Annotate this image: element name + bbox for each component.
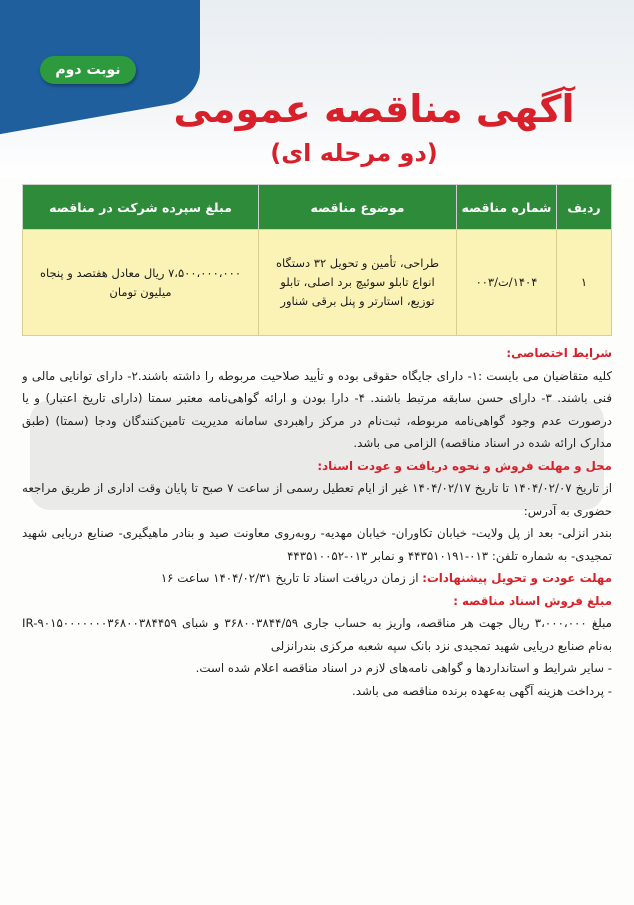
header-number: شماره مناقصه	[457, 185, 557, 230]
sale-place-dates: از تاریخ ۱۴۰۴/۰۲/۰۷ تا تاریخ ۱۴۰۴/۰۲/۱۷ غیر از ایام تعطیل رسمی از ساعت ۷ صبح تا پایان وقت اداری از طریق مراجعه حضوری به آدرس:	[22, 481, 612, 518]
sale-place-heading: محل و مهلت فروش و نحوه دریافت و عودت اسناد:	[317, 458, 612, 473]
cell-number: ۱۴۰۴/ت/۰۰۳	[457, 230, 557, 336]
sale-place-address: بندر انزلی- بعد از پل ولایت- خیابان تکاوران- خیابان مهدیه- روبه‌روی معاونت صید و بنادر ماهیگیری- صنایع دریایی شهید تمجیدی- به شماره تلفن: ۰۱۳-۴۴۳۵۱۰۱۹۱ و نمابر ۰۱۳-۴۴۳۵۱۰۰۵۲	[22, 526, 612, 563]
notice-body	[22, 342, 612, 894]
deadline-text: از زمان دریافت اسناد تا تاریخ ۱۴۰۴/۰۲/۳۱ ساعت ۱۶	[160, 571, 423, 585]
table-header-row	[23, 185, 612, 230]
notice-subtitle: (دو مرحله ای)	[270, 139, 438, 167]
conditions-text: کلیه متقاضیان می بایست :۱- دارای جایگاه حقوقی بوده و تأیید صلاحیت مربوطه را داشته باشند.۲- دارای توانایی مالی و فنی باشند. ۳- دارای حسن سابقه مرتبط باشند. ۴- دارا بودن و ارائه گواهی‌نامه معتبر سمتا (دارای تاریخ اعتبار) و یا درصورت عدم وجود گواهی‌نامه مربوطه، ثبت‌نام در مرکز راهبردی سامانه مدیریت تامین‌کنندگان ودجا (سمتا) (طبق مدارک ارائه شده در اسناد مناقصه) الزامی می باشد.	[22, 368, 612, 450]
note-ad-cost: - پرداخت هزینه آگهی به‌عهده برنده مناقصه می باشد.	[352, 683, 612, 698]
conditions-heading: شرایط اختصاصی:	[506, 346, 612, 360]
header-subject: موضوع مناقصه	[259, 185, 457, 230]
header-deposit: مبلغ سپرده شرکت در مناقصه	[23, 185, 259, 230]
notice-title: آگهی مناقصه عمومی	[173, 87, 575, 131]
deadline-heading: مهلت عودت و تحویل پیشنهادات:	[422, 571, 612, 585]
tender-table	[22, 184, 612, 336]
round-badge: نوبت دوم	[40, 56, 136, 84]
fee-text: مبلغ ۳،۰۰۰،۰۰۰ ریال جهت هر مناقصه، واریز به حساب جاری ۳۶۸۰۰۳۸۴۴/۵۹ و شبای IR-۹۰۱۵۰۰۰۰۰۰۰۳۶۸۰۰۳۸۴۴۵۹ به‌نام صنایع دریایی شهید تمجیدی نزد بانک سپه شعبه مرکزی بندرانزلی	[22, 616, 612, 653]
fee-heading: مبلغ فروش اسناد مناقصه :	[453, 593, 612, 608]
cell-subject: طراحی، تأمین و تحویل ۳۲ دستگاه انواع تابلو سوئیچ برد اصلی، تابلو توزیع، استارتر و پنل برقی شناور	[259, 230, 457, 336]
deadline-line	[22, 567, 612, 590]
notice-header	[0, 0, 634, 178]
table-row	[23, 230, 612, 336]
cell-index: ۱	[557, 230, 612, 336]
note-standards: - سایر شرایط و استانداردها و گواهی نامه‌های لازم در اسناد مناقصه اعلام شده است.	[195, 661, 612, 675]
header-index: ردیف	[557, 185, 612, 230]
cell-deposit: ۷،۵۰۰،۰۰۰،۰۰۰ ریال معادل هفتصد و پنجاه میلیون تومان	[23, 230, 259, 336]
